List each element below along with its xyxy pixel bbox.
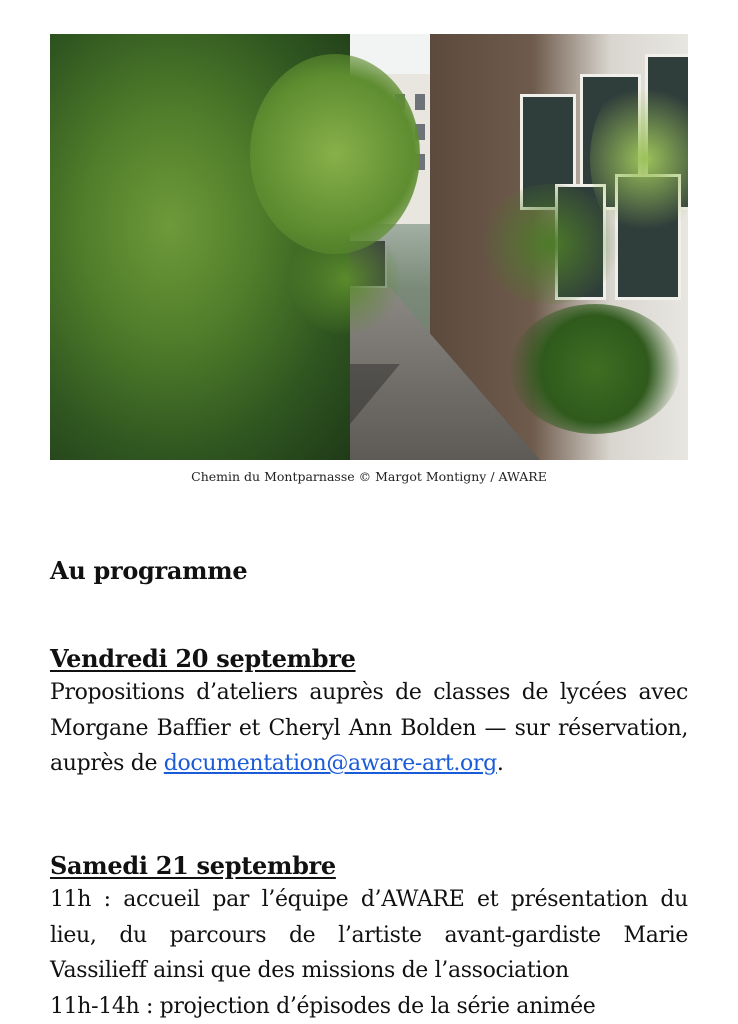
day-block-saturday [50,850,688,1024]
documentation-email-link[interactable]: documentation@aware-art.org [164,751,497,776]
chemin-du-montparnasse-photo [50,34,688,460]
friday-period: . [497,751,504,776]
day-text-friday [50,675,688,782]
day-title-friday: Vendredi 20 septembre [50,643,688,675]
day-title-saturday: Samedi 21 septembre [50,850,688,882]
friday-description: Propositions d’ateliers auprès de classes de lycées avec Morgane Baffier et Cheryl Ann Bolden — sur réservation, auprès de [50,680,688,776]
saturday-welcome-text: 11h : accueil par l’équipe d’AWARE et présentation du lieu, du parcours de l’artiste avant-gardiste Marie Vassilieff ainsi que des missions de l’association [50,882,688,989]
photo-caption: Chemin du Montparnasse © Margot Montigny / AWARE [50,468,688,486]
saturday-screening-text: 11h-14h : projection d’épisodes de la série animée [50,989,688,1024]
program-heading: Au programme [50,556,247,585]
article-body [50,34,688,486]
day-block-friday [50,643,688,782]
